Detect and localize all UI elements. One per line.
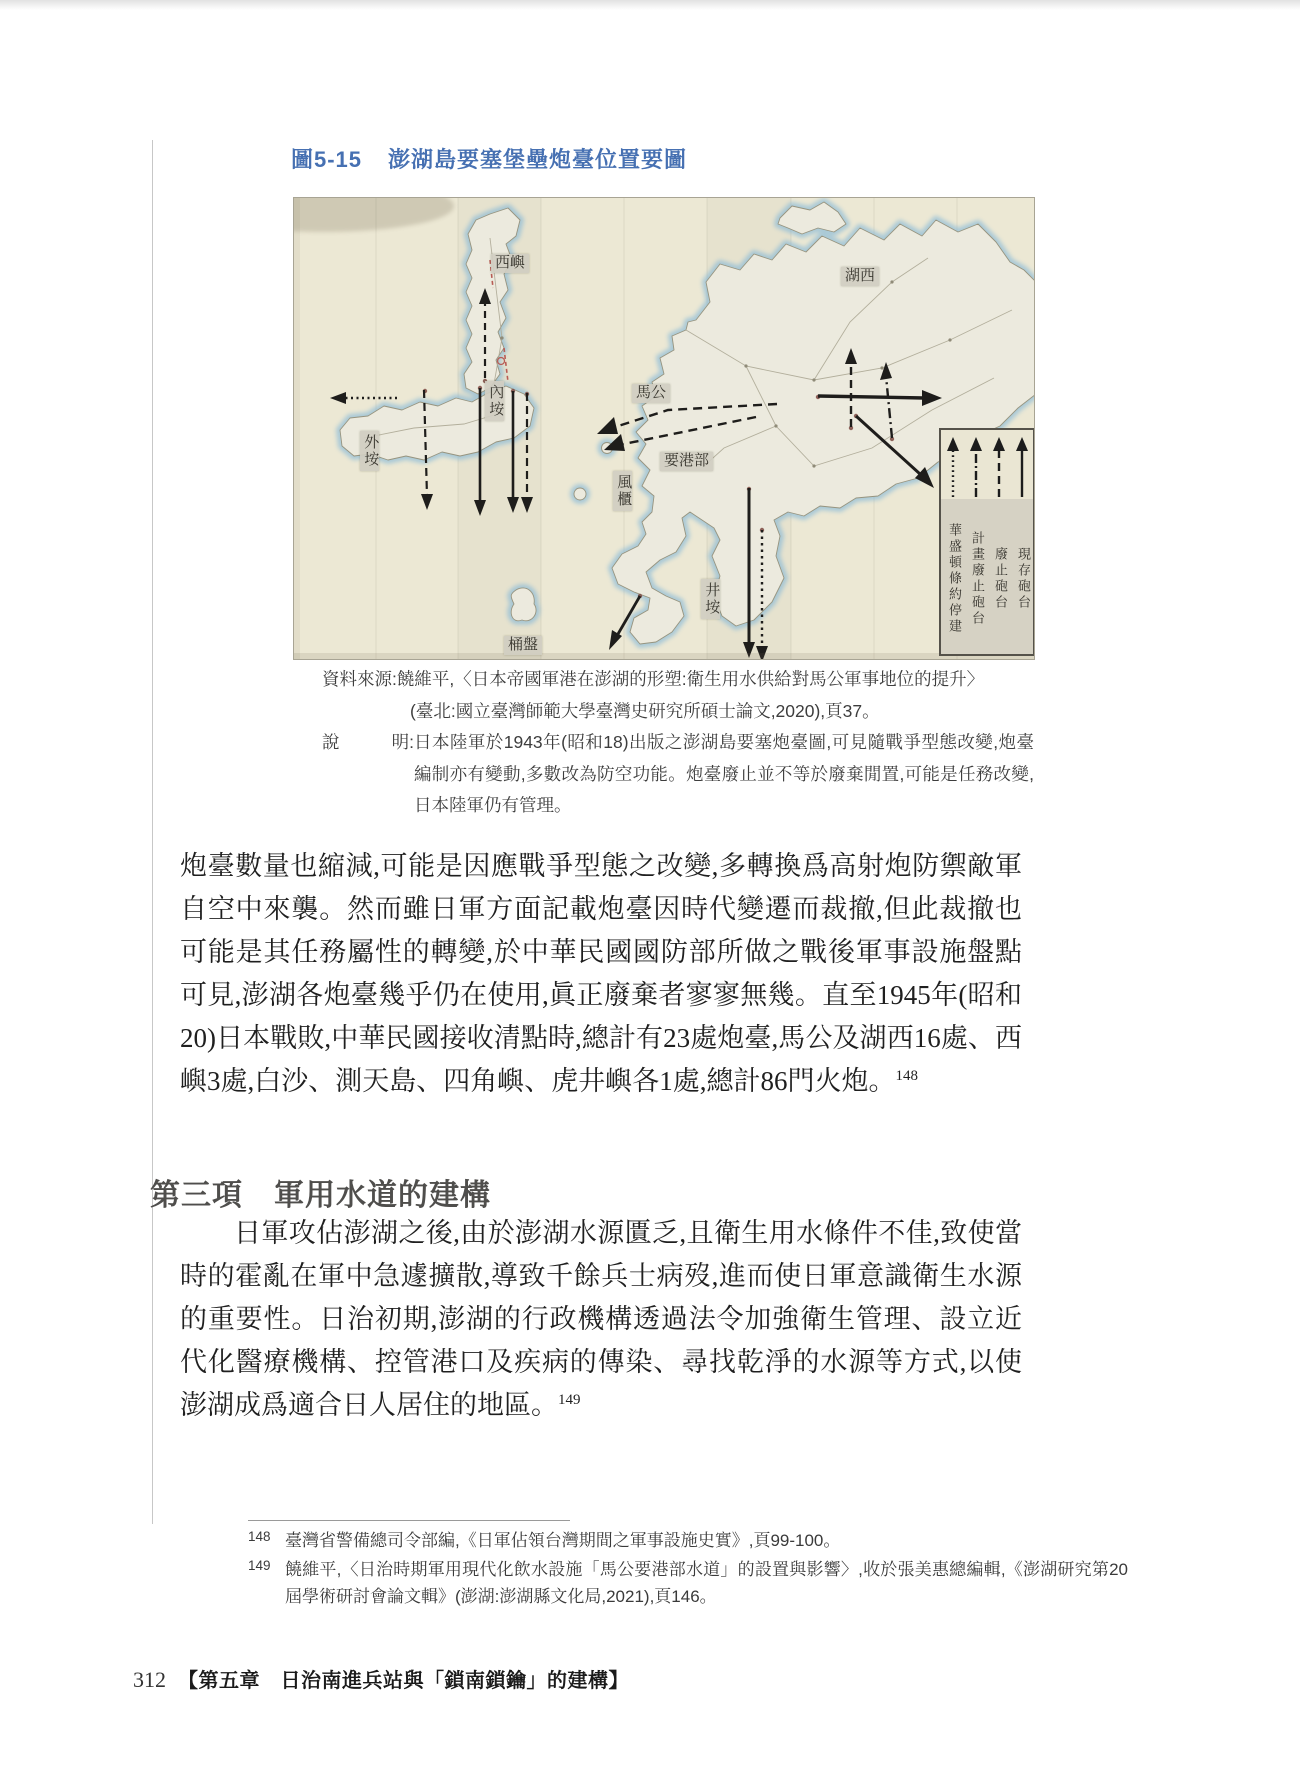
legend-item-existing [1010,430,1033,654]
photo-left-shadow [294,198,300,660]
paragraph-2 [180,1212,1022,1427]
section-heading: 第三項 軍用水道的建構 [150,1179,491,1212]
footnote-148 [248,1527,1128,1554]
caption-source-line1 [322,664,1034,696]
legend-item-planned-abolish [964,430,987,654]
footnote-149-number: 149 [248,1558,271,1573]
source-label: 資料來源: [322,669,397,689]
place-label-fenggui: 風櫃 [613,471,632,511]
caption-note [322,727,1034,822]
footnote-149-text: 饒維平,〈日治時期軍用現代化飲水設施「馬公要港部水道」的設置與影響〉,收於張美惠總編輯,《澎湖研究第20屆學術研討會論文輯》(澎湖:澎湖縣文化局,2021),頁146。 [285,1560,1128,1606]
place-label-yaogangbu: 要港部 [660,452,713,471]
legend-label-existing: 現存砲台 [1010,499,1033,654]
footer-chapter: 【第五章 日治南進兵站與「鎖南鎖鑰」的建構】 [178,1670,629,1692]
legend-arrow-dash-dot-icon [966,435,986,499]
footnotes-block [248,1527,1128,1612]
source-text: 饒維平,〈日本帝國軍港在澎湖的形塑:衛生用水供給對馬公軍事地位的提升〉 [396,669,985,689]
footnote-148-number: 148 [248,1529,271,1544]
page-left-rule [152,140,153,1524]
place-label-magong: 馬公 [632,384,670,403]
legend-arrow-dashed-icon [989,435,1009,499]
paragraph-1 [180,845,1022,1103]
note-label-part1: 說 [322,732,340,752]
footnote-separator [248,1520,570,1521]
note-label-part2: 明: [391,732,414,752]
note-text: 日本陸軍於1943年(昭和18)出版之澎湖島要塞炮臺圖,可見隨戰爭型態改變,炮臺編制亦有變動,多數改為防空功能。炮臺廢止並不等於廢棄閒置,可能是任務改變,日本陸軍仍有管理。 [414,732,1034,815]
place-label-tongpan: 桶盤 [504,636,542,655]
place-label-neian: 內垵 [485,381,504,421]
page-footer [133,1664,629,1693]
legend-arrow-dotted-icon [943,435,963,499]
legend-label-planned-abolish: 計畫廢止砲台 [964,499,987,654]
legend-label-treaty-halted: 華盛頓條約停建 [941,499,964,654]
footnote-ref-148: 148 [895,1068,918,1084]
paragraph-2-text: 日軍攻佔澎湖之後,由於澎湖水源匱乏,且衛生用水條件不佳,致使當時的霍亂在軍中急遽擴散,導致千餘兵士病歿,進而使日軍意識衛生水源的重要性。日治初期,澎湖的行政機構透過法令加強衛生管理、設立近代化醫療機構、控管港口及疾病的傳染、尋找乾淨的水源等方式,以使澎湖成爲適合日人居住的地區。 [180,1218,1022,1420]
photo-bottom-shadow [294,653,1035,660]
place-label-huxi: 湖西 [841,267,879,286]
place-label-jingan: 井垵 [701,579,720,619]
footnote-ref-149: 149 [558,1392,581,1408]
footnote-149 [248,1556,1128,1610]
figure-caption [322,664,1034,822]
page-number: 312 [133,1667,166,1692]
penghu-fort-map [293,197,1035,660]
figure-title [291,143,687,174]
caption-source-line2: (臺北:國立臺灣師範大學臺灣史研究所碩士論文,2020),頁37。 [410,700,880,721]
place-label-xiyu: 西嶼 [491,254,529,273]
legend-arrow-solid-icon [1012,435,1032,499]
map-legend [939,428,1035,656]
legend-label-abolished: 廢止砲台 [987,499,1010,654]
legend-item-treaty-halted [941,430,964,654]
place-label-waian: 外垵 [360,431,379,471]
footnote-148-text: 臺灣省警備總司令部編,《日軍佔領台灣期間之軍事設施史實》,頁99-100。 [285,1531,841,1550]
map-drawing [294,198,1035,660]
figure-title-text: 澎湖島要塞堡壘炮臺位置要圖 [388,147,688,172]
figure-label: 圖5-15 [291,147,363,172]
scan-top-edge [0,0,1300,10]
legend-item-abolished [987,430,1010,654]
paragraph-1-text: 炮臺數量也縮減,可能是因應戰爭型態之改變,多轉換爲高射炮防禦敵軍自空中來襲。然而雖日軍方面記載炮臺因時代變遷而裁撤,但此裁撤也可能是其任務屬性的轉變,於中華民國國防部所做之戰後軍事設施盤點可見,澎湖各炮臺幾乎仍在使用,眞正廢棄者寥寥無幾。直至1945年(昭和20)日本戰敗,中華民國接收清點時,總計有23處炮臺,馬公及湖西16處、西嶼3處,白沙、測天島、四角嶼、虎井嶼各1處,總計86門火炮。 [180,851,1022,1096]
note-label [322,727,414,822]
